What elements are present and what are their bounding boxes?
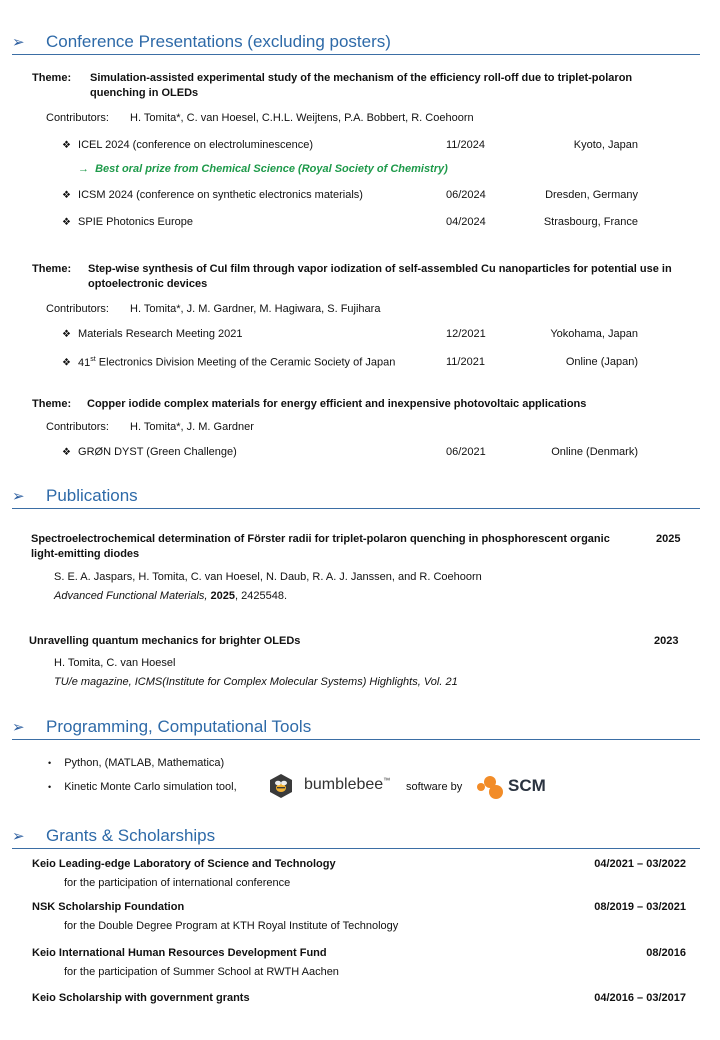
grant-date: 04/2016 – 03/2017 (594, 992, 686, 1004)
diamond-icon: ❖ (62, 140, 71, 151)
publication-title: Spectroelectrochemical determination of Förster radii for triplet-polaron quenching in phosphorescent organic light-emitting diodes (31, 533, 610, 560)
grant-desc: for the participation of international conference (64, 877, 291, 889)
bullet-icon: • (48, 782, 52, 792)
section-arrow-icon: ➢ (12, 488, 25, 505)
prize-note (78, 163, 448, 175)
talk-name-sup: st (90, 356, 96, 363)
talk-date: 04/2024 (446, 216, 486, 228)
prize-arrow-icon: → (78, 163, 89, 175)
grant-desc: for the Double Degree Program at KTH Royal Institute of Technology (64, 920, 399, 932)
talk-place: Strasbourg, France (543, 216, 638, 228)
talk-name-rest: Electronics Division Meeting of the Ceramic Society of Japan (95, 356, 396, 369)
scm-logo-icon (475, 773, 507, 801)
talk-date: 12/2021 (446, 328, 486, 340)
diamond-icon: ❖ (62, 357, 71, 369)
theme-title: Copper iodide complex materials for energy efficient and inexpensive photovoltaic applications (87, 398, 587, 410)
talk-place: Online (Japan) (565, 356, 638, 368)
theme-title: Simulation-assisted experimental study of the mechanism of the efficiency roll-off due to triplet-polaron quenching in OLEDs (90, 72, 633, 99)
talk-date: 11/2024 (446, 139, 485, 151)
contributors-label: Contributors: (46, 421, 109, 433)
talk-row (62, 328, 243, 340)
talk-date: 06/2021 (446, 446, 486, 458)
talk-date: 11/2021 (446, 356, 485, 368)
bumblebee-logo-icon (268, 773, 294, 799)
grant-date: 08/2016 (646, 947, 686, 959)
talk-name: ICEL 2024 (conference on electroluminescence) (78, 139, 314, 151)
contributors-list: H. Tomita*, J. M. Gardner, M. Hagiwara, S. Fujihara (130, 303, 381, 315)
talk-row (62, 189, 363, 201)
section-arrow-icon: ➢ (12, 828, 25, 845)
grant-date: 04/2021 – 03/2022 (594, 858, 686, 870)
talk-place: Yokohama, Japan (550, 328, 638, 340)
publication-authors: H. Tomita, C. van Hoesel (54, 657, 176, 669)
section-title: Publications (46, 486, 138, 505)
talk-row (62, 356, 395, 369)
section-conferences (12, 32, 700, 55)
software-by-text: software by (406, 781, 463, 793)
talk-name: GRØN DYST (Green Challenge) (78, 446, 237, 458)
publication-title: Unravelling quantum mechanics for brighter OLEDs (29, 635, 301, 647)
section-title: Programming, Computational Tools (46, 717, 312, 736)
tool-item: • Python, (MATLAB, Mathematica) (48, 757, 225, 769)
prize-text: Best oral prize from Chemical Science (Royal Society of Chemistry) (95, 163, 448, 175)
tool-item: • Kinetic Monte Carlo simulation tool, (48, 781, 237, 793)
publication-authors: S. E. A. Jaspars, H. Tomita, C. van Hoesel, N. Daub, R. A. J. Janssen, and R. Coehoorn (54, 571, 482, 583)
diamond-icon: ❖ (62, 217, 71, 228)
section-arrow-icon: ➢ (12, 719, 25, 736)
theme-label: Theme: (32, 398, 72, 410)
theme-label: Theme: (32, 72, 72, 84)
section-publications (12, 486, 700, 509)
grant-name: Keio International Human Resources Development Fund (32, 947, 327, 959)
theme-2 (32, 262, 692, 294)
talk-row (62, 446, 237, 458)
scm-wordmark: SCM (508, 776, 546, 795)
contributors-label: Contributors: (46, 303, 109, 315)
bumblebee-wordmark: bumblebee™ (304, 776, 391, 793)
diamond-icon: ❖ (62, 329, 71, 340)
publication-journal: Advanced Functional Materials, 2025, 2425548. (54, 590, 288, 602)
talk-name: Materials Research Meeting 2021 (78, 328, 243, 340)
diamond-icon: ❖ (62, 447, 71, 458)
section-arrow-icon: ➢ (12, 34, 25, 51)
theme-1 (32, 71, 692, 103)
diamond-icon: ❖ (62, 190, 71, 201)
grant-name: Keio Scholarship with government grants (32, 992, 250, 1004)
section-programming (12, 717, 700, 740)
theme-3 (32, 397, 692, 413)
bullet-icon: • (48, 758, 52, 768)
talk-place: Dresden, Germany (545, 189, 638, 201)
talk-row (62, 139, 313, 151)
talk-date: 06/2024 (446, 189, 486, 201)
grant-name: Keio Leading-edge Laboratory of Science and Technology (32, 858, 336, 870)
grant-name: NSK Scholarship Foundation (32, 901, 185, 913)
grant-date: 08/2019 – 03/2021 (594, 901, 686, 913)
publication-journal: TU/e magazine, ICMS(Institute for Complex Molecular Systems) Highlights, Vol. 21 (54, 676, 458, 688)
talk-name: ICSM 2024 (conference on synthetic electronics materials) (78, 189, 363, 201)
contributors-list: H. Tomita*, C. van Hoesel, C.H.L. Weijtens, P.A. Bobbert, R. Coehoorn (130, 112, 474, 124)
section-title: Grants & Scholarships (46, 826, 216, 845)
publication-year: 2023 (654, 635, 679, 647)
talk-row (62, 216, 193, 228)
section-title: Conference Presentations (excluding posters) (46, 32, 391, 51)
grant-desc: for the participation of Summer School at RWTH Aachen (64, 966, 339, 978)
contributors-label: Contributors: (46, 112, 109, 124)
talk-name-prefix: 41 (78, 356, 91, 369)
publication-year: 2025 (656, 533, 681, 545)
talk-name: SPIE Photonics Europe (78, 216, 193, 228)
theme-label: Theme: (32, 263, 72, 275)
contributors-list: H. Tomita*, J. M. Gardner (130, 421, 254, 433)
talk-place: Kyoto, Japan (573, 139, 638, 151)
theme-title: Step-wise synthesis of CuI film through vapor iodization of self-assembled Cu nanoparticles for potential use in optoelectronic devices (88, 263, 672, 290)
section-grants (12, 826, 700, 849)
talk-place: Online (Denmark) (551, 446, 638, 458)
